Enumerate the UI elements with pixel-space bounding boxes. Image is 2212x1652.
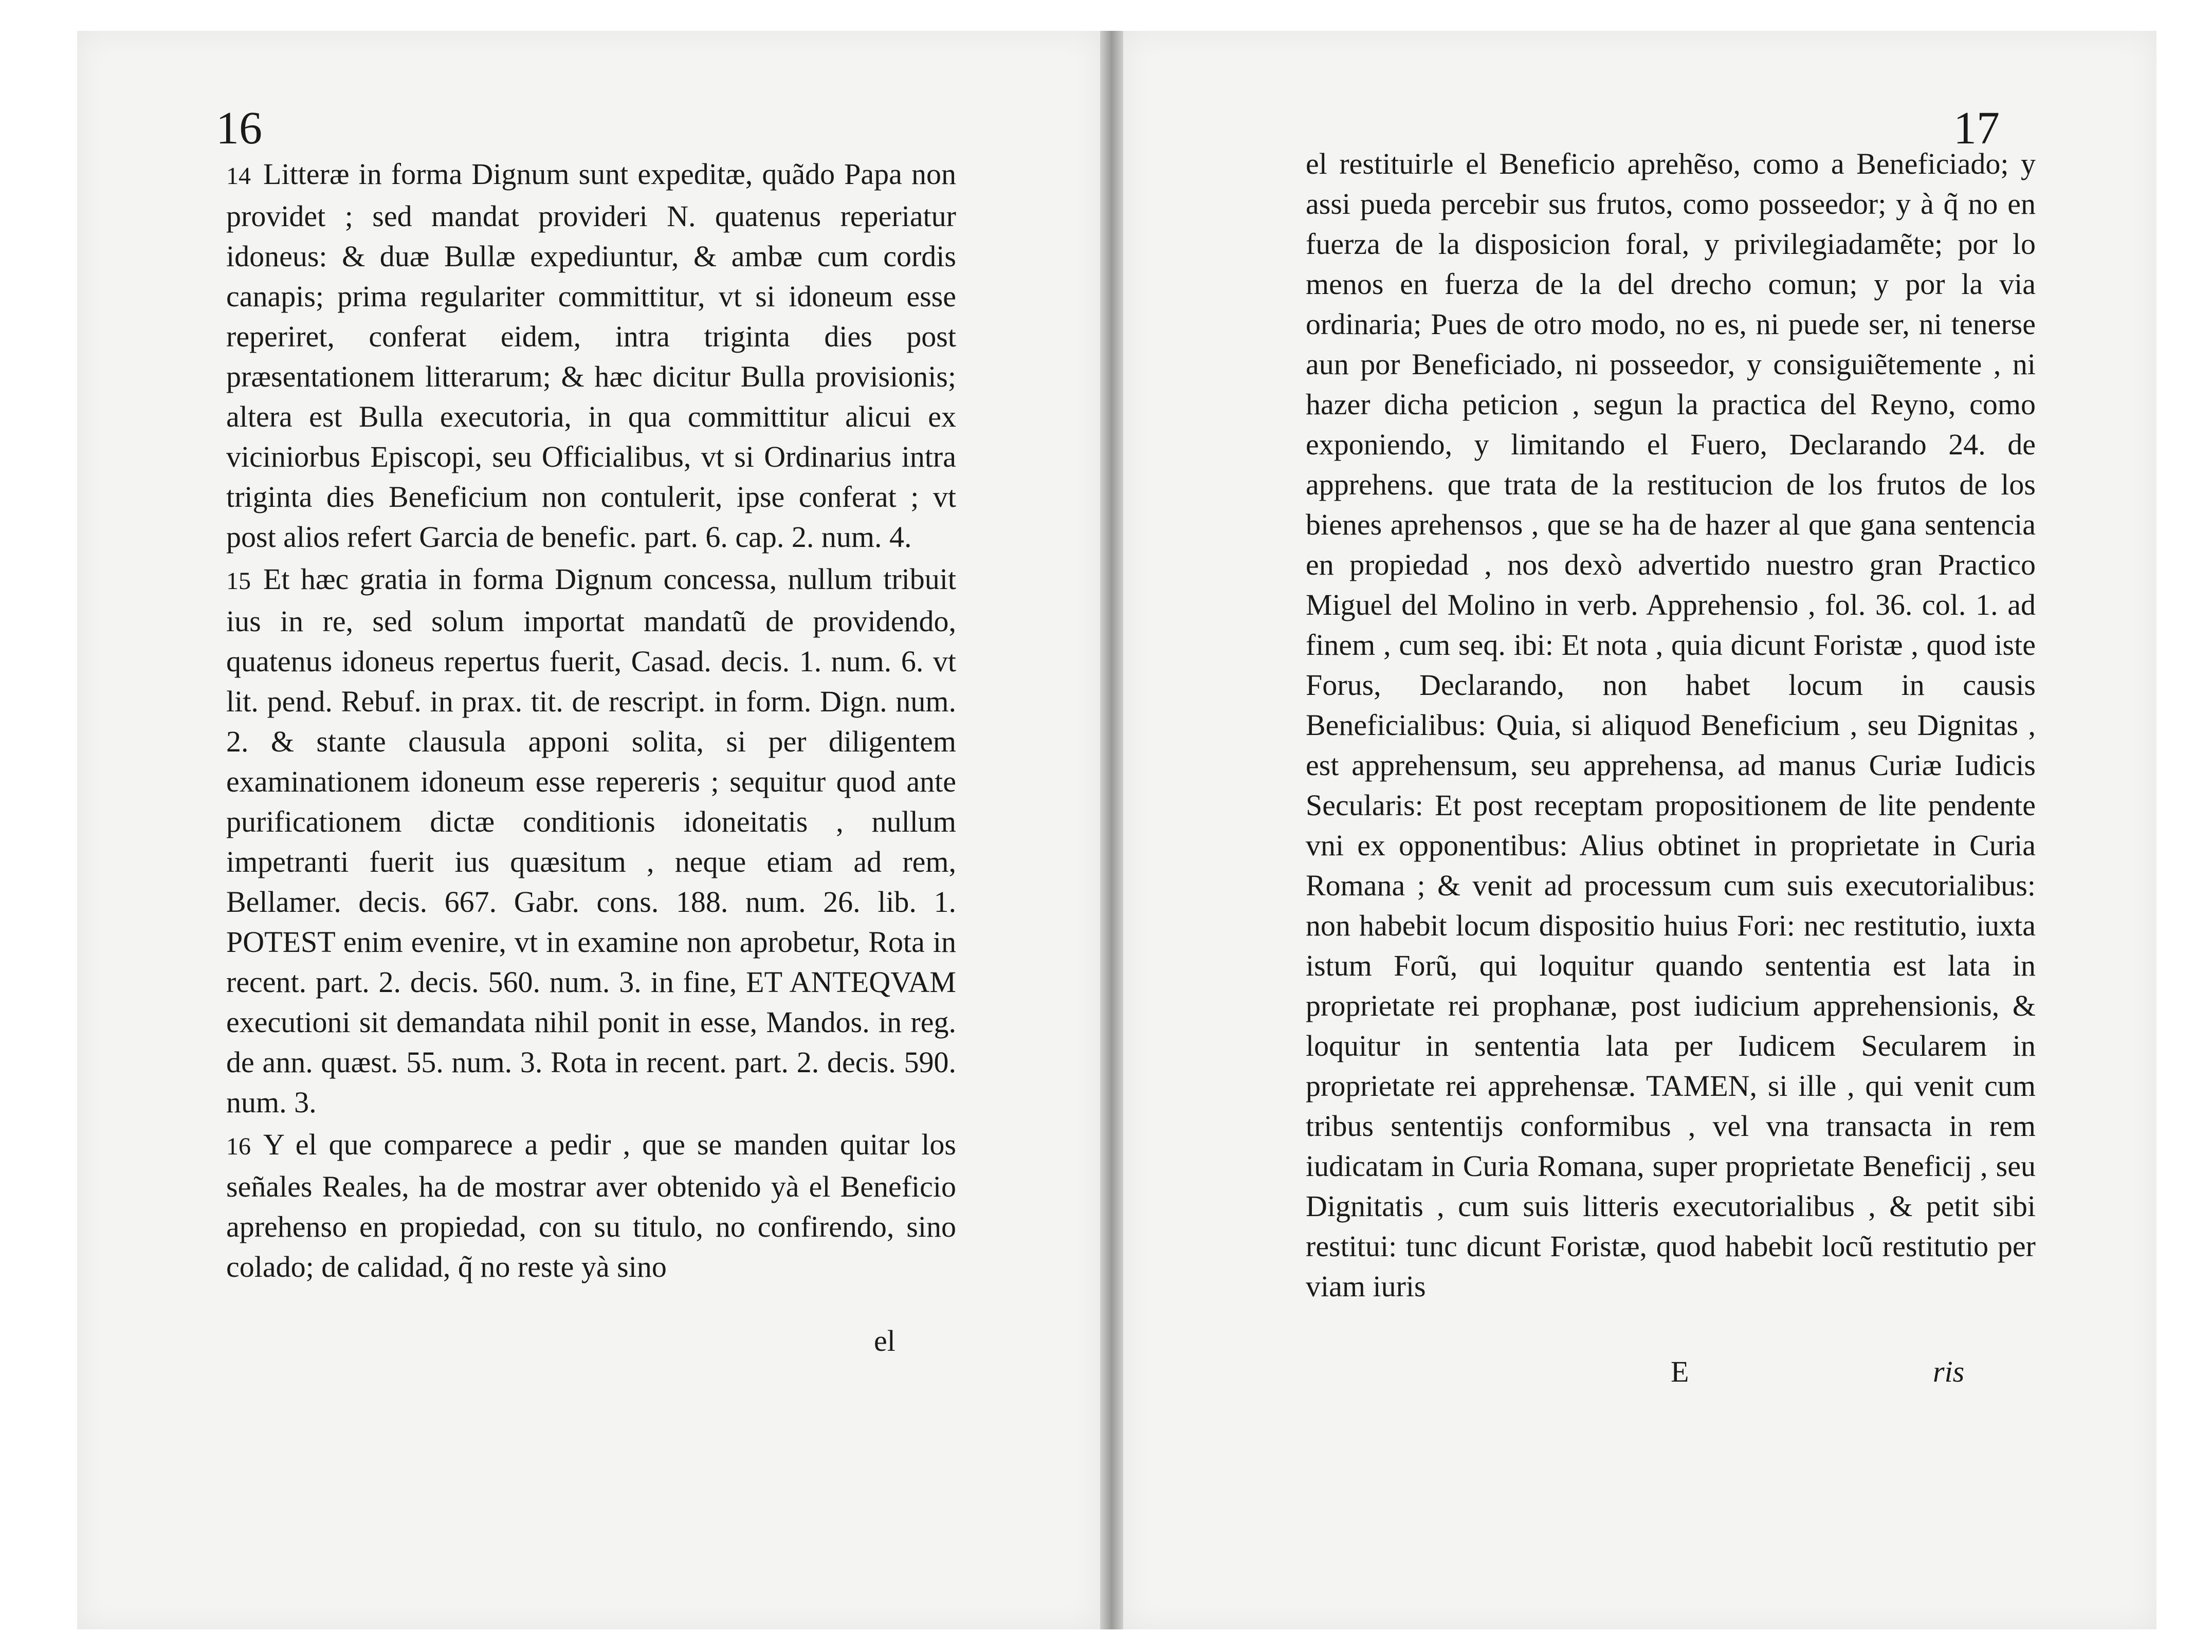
right-catchword: ris: [1933, 1355, 1965, 1388]
paragraph-15: [226, 559, 956, 1123]
left-page-text: [226, 154, 956, 1287]
paragraph-number: 14: [226, 162, 251, 190]
signature-mark: E: [1671, 1355, 1689, 1388]
paragraph-number: 15: [226, 567, 251, 595]
left-catchword: el: [874, 1324, 895, 1357]
left-page-number: 16: [216, 103, 262, 154]
paragraph-text: Et hæc gratia in forma Dignum concessa, nullum tribuit ius in re, sed solum importat mandatũ de providendo, quatenus idoneus repertus fuerit, Casad. decis. 1. num. 6. vt lit. pend. Rebuf. in prax. tit. de rescript. in form. Dign. num. 2. & stante clausula apponi solita, si per diligentem examinationem idoneum esse repereris ; sequitur quod ante purificationem dictæ conditionis idoneitatis , nullum impetranti fuerit ius quæsitum , neque etiam ad rem, Bellamer. decis. 667. Gabr. cons. 188. num. 26. lib. 1. POTEST enim evenire, vt in examine non aprobetur, Rota in recent. part. 2. decis. 560. num. 3. in fine, ET ANTEQVAM executioni sit demandata nihil ponit in esse, Mandos. in reg. de ann. quæst. 55. num. 3. Rota in recent. part. 2. decis. 590. num. 3.: [226, 562, 956, 1119]
paragraph-number: 16: [226, 1133, 251, 1160]
paragraph-continuation: [1306, 144, 2036, 1307]
right-page-text: [1306, 144, 2036, 1307]
book-gutter: [1100, 31, 1123, 1629]
paragraph-16: [226, 1125, 956, 1287]
paragraph-14: [226, 154, 956, 557]
right-page-number: 17: [1953, 103, 2000, 154]
paragraph-text: el restituirle el Beneficio aprehẽso, como a Beneficiado; y assi pueda percebir sus frutos, como posseedor; y à q̃ no en fuerza de la disposicion foral, y privilegiadamẽte; por lo menos en fuerza de la del drecho comun; y por la via ordinaria; Pues de otro modo, no es, ni puede ser, ni tenerse aun por Beneficiado, ni posseedor, y consiguiẽtemente , ni hazer dicha peticion , segun la practica del Reyno, como exponiendo, y limitando el Fuero, Declarando 24. de apprehens. que trata de la restitucion de los frutos de los bienes aprehensos , que se ha de hazer al que gana sentencia en propiedad , nos dexò advertido nuestro gran Practico Miguel del Molino in verb. Apprehensio , fol. 36. col. 1. ad finem , cum seq. ibi: Et nota , quia dicunt Foristæ , quod iste Forus, Declarando, non habet locum in causis Beneficialibus: Quia, si aliquod Beneficium , seu Dignitas , est apprehensum, seu apprehensa, ad manus Curiæ Iudicis Secularis: Et post receptam propositionem de lite pendente vni ex opponentibus: Alius obtinet in proprietate in Curia Romana ; & venit ad processum cum suis executorialibus: non habebit locum dispositio huius Fori: nec restitutio, iuxta istum Forũ, qui loquitur quando sententia est lata in proprietate rei prophanæ, post iudicium apprehensionis, & loquitur in sententia lata per Iudicem Secularem in proprietate rei apprehensæ. TAMEN, si ille , qui venit cum tribus sententijs conformibus , vel vna transacta in rem iudicatam in Curia Romana, super proprietate Beneficij , seu Dignitatis , cum suis litteris executorialibus , & petit sibi restitui: tunc dicunt Foristæ, quod habebit locũ restitutio per viam iuris: [1306, 147, 2036, 1303]
paragraph-text: Litteræ in forma Dignum sunt expeditæ, quãdo Papa non providet ; sed mandat provideri N. quatenus reperiatur idoneus: & duæ Bullæ expediuntur, & ambæ cum cordis canapis; prima regulariter committitur, vt si idoneum esse reperiret, conferat eidem, intra triginta dies post præsentationem litterarum; & hæc dicitur Bulla provisionis; altera est Bulla executoria, in qua committitur alicui ex viciniorbus Episcopi, seu Officialibus, vt si Ordinarius intra triginta dies Beneficium non contulerit, ipse conferat ; vt post alios refert Garcia de benefic. part. 6. cap. 2. num. 4.: [226, 157, 956, 554]
paragraph-text: Y el que comparece a pedir , que se manden quitar los señales Reales, ha de mostrar aver obtenido yà el Beneficio aprehenso en propiedad, con su titulo, no confirendo, sino colado; de calidad, q̃ no reste yà sino: [226, 1128, 956, 1283]
